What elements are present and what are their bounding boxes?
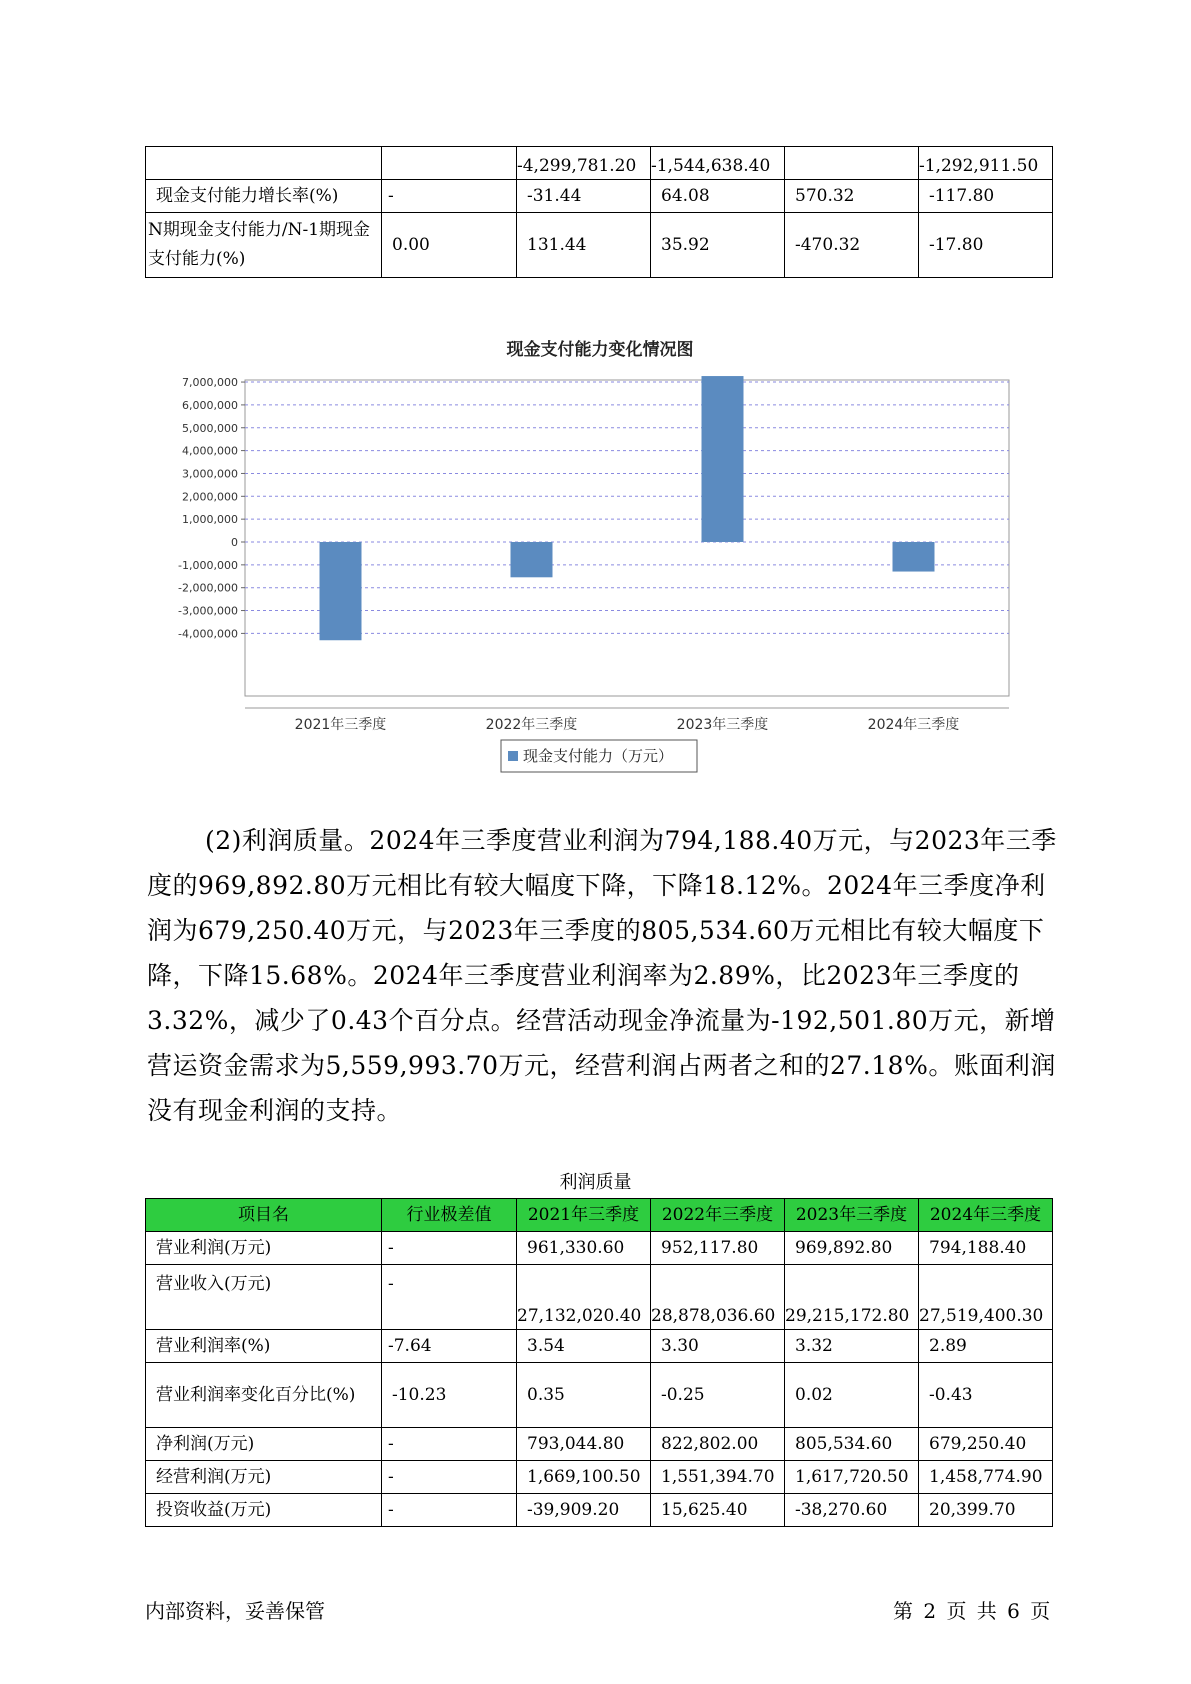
- bar: [702, 376, 744, 542]
- table-cell: [146, 147, 382, 180]
- table-cell: 2.89: [919, 1330, 1053, 1363]
- table-header-row: [146, 1199, 1053, 1232]
- table-cell: 27,132,020.40: [517, 1265, 651, 1330]
- table-cell: 3.30: [651, 1330, 785, 1363]
- header-cell: 2024年三季度: [919, 1199, 1053, 1232]
- table-cell: 131.44: [517, 213, 651, 278]
- table-cell: 1,551,394.70: [651, 1461, 785, 1494]
- table-cell: 营业利润(万元): [146, 1232, 382, 1265]
- y-tick-label: 4,000,000: [182, 444, 238, 458]
- table-cell: 822,802.00: [651, 1428, 785, 1461]
- table-cell: -10.23: [382, 1363, 517, 1428]
- table-cell: 3.32: [785, 1330, 919, 1363]
- table-cell: 1,617,720.50: [785, 1461, 919, 1494]
- y-tick-label: 3,000,000: [182, 467, 238, 481]
- table-cell: 营业利润率变化百分比(%): [146, 1363, 382, 1428]
- table-cell: 805,534.60: [785, 1428, 919, 1461]
- table-cell: 35.92: [651, 213, 785, 278]
- table-cell: -0.25: [651, 1363, 785, 1428]
- table-row: [146, 1494, 1053, 1527]
- table-cell: 15,625.40: [651, 1494, 785, 1527]
- table-cell: -17.80: [919, 213, 1053, 278]
- table-cell: 净利润(万元): [146, 1428, 382, 1461]
- table-cell: 794,188.40: [919, 1232, 1053, 1265]
- x-tick-label: 2021年三季度: [294, 717, 387, 733]
- table-cell: -: [382, 180, 517, 213]
- y-tick-label: 5,000,000: [182, 421, 238, 435]
- y-tick-label: -1,000,000: [178, 558, 238, 572]
- bar-chart: [145, 330, 1052, 780]
- y-tick-label: -3,000,000: [178, 604, 238, 618]
- table-cell: 营业利润率(%): [146, 1330, 382, 1363]
- bar: [320, 542, 362, 640]
- table-cell: 1,458,774.90: [919, 1461, 1053, 1494]
- table-row: [146, 1265, 1053, 1330]
- table-cell: -1,544,638.40: [651, 147, 785, 180]
- y-tick-label: -2,000,000: [178, 581, 238, 595]
- table-cell: 经营利润(万元): [146, 1461, 382, 1494]
- table-cell: 969,892.80: [785, 1232, 919, 1265]
- table-cell: 3.54: [517, 1330, 651, 1363]
- table-cell: -39,909.20: [517, 1494, 651, 1527]
- table-cell: -: [382, 1232, 517, 1265]
- cash-payment-chart: [145, 330, 1052, 780]
- table-cell: -117.80: [919, 180, 1053, 213]
- x-tick-label: 2022年三季度: [485, 717, 578, 733]
- table-cell: 679,250.40: [919, 1428, 1053, 1461]
- table-cell: 0.35: [517, 1363, 651, 1428]
- profit-quality-table: [145, 1198, 1053, 1527]
- header-cell: 2022年三季度: [651, 1199, 785, 1232]
- table-cell: 570.32: [785, 180, 919, 213]
- table-cell: 0.02: [785, 1363, 919, 1428]
- table-cell: 现金支付能力增长率(%): [146, 180, 382, 213]
- footer-confidential-note: 内部资料，妥善保管: [145, 1599, 325, 1623]
- table-cell: 20,399.70: [919, 1494, 1053, 1527]
- cash-payment-table: [145, 146, 1053, 278]
- table-cell: -470.32: [785, 213, 919, 278]
- paragraph-text: (2)利润质量。2024年三季度营业利润为794,188.40万元，与2023年三季度的969,892.80万元相比有较大幅度下降，下降18.12%。2024年三季度净利润为679,250.40万元，与2023年三季度的805,534.60万元相比有较大幅度下降，下降15.68%。2024年三季度营业利润率为2.89%，比2023年三季度的3.32%，减少了0.43个百分点。经营活动现金净流量为-192,501.80万元，新增营运资金需求为5,559,993.70万元，经营利润占两者之和的27.18%。账面利润没有现金利润的支持。: [147, 826, 1057, 1125]
- table-row: [146, 1330, 1053, 1363]
- table-cell: 27,519,400.30: [919, 1265, 1053, 1330]
- table-cell: N期现金支付能力/N-1期现金支付能力(%): [146, 213, 382, 278]
- table-caption: 利润质量: [559, 1172, 632, 1193]
- table-row: [146, 1363, 1053, 1428]
- y-tick-label: 2,000,000: [182, 490, 238, 504]
- table-row: [146, 180, 1053, 213]
- table-row: [146, 147, 1053, 180]
- bar: [893, 542, 935, 572]
- table-cell: -0.43: [919, 1363, 1053, 1428]
- table-cell: 952,117.80: [651, 1232, 785, 1265]
- table-row: [146, 213, 1053, 278]
- table-cell: [382, 147, 517, 180]
- table-row: [146, 1428, 1053, 1461]
- table-cell: -31.44: [517, 180, 651, 213]
- table-cell: -: [382, 1265, 517, 1330]
- table-cell: 793,044.80: [517, 1428, 651, 1461]
- table-cell: 961,330.60: [517, 1232, 651, 1265]
- legend-swatch: [508, 751, 518, 761]
- header-cell: 2023年三季度: [785, 1199, 919, 1232]
- table-cell: -: [382, 1461, 517, 1494]
- table-cell: -38,270.60: [785, 1494, 919, 1527]
- y-axis-ticks: [178, 376, 245, 640]
- table-cell: 投资收益(万元): [146, 1494, 382, 1527]
- legend-label: 现金支付能力（万元）: [523, 747, 674, 765]
- x-axis-ticks: [295, 716, 960, 733]
- table-cell: -4,299,781.20: [517, 147, 651, 180]
- table-cell: [785, 147, 919, 180]
- x-tick-label: 2023年三季度: [676, 717, 769, 733]
- profit-quality-paragraph: [147, 818, 1061, 1133]
- table-cell: 29,215,172.80: [785, 1265, 919, 1330]
- table-cell: 0.00: [382, 213, 517, 278]
- table-cell: 64.08: [651, 180, 785, 213]
- x-tick-label: 2024年三季度: [867, 717, 960, 733]
- table-cell: 营业收入(万元): [146, 1265, 382, 1330]
- table-row: [146, 1461, 1053, 1494]
- footer-page-number: 第 2 页 共 6 页: [893, 1599, 1051, 1623]
- table-row: [146, 1232, 1053, 1265]
- y-tick-label: 0: [231, 536, 238, 549]
- header-cell: 项目名: [146, 1199, 382, 1232]
- table-cell: -: [382, 1428, 517, 1461]
- header-cell: 2021年三季度: [517, 1199, 651, 1232]
- bar: [511, 542, 553, 577]
- y-tick-label: -4,000,000: [178, 627, 238, 641]
- chart-title: 现金支付能力变化情况图: [506, 340, 694, 360]
- header-cell: 行业极差值: [382, 1199, 517, 1232]
- y-tick-label: 6,000,000: [182, 398, 238, 412]
- table-cell: 28,878,036.60: [651, 1265, 785, 1330]
- y-tick-label: 7,000,000: [182, 376, 238, 390]
- y-tick-label: 1,000,000: [182, 513, 238, 527]
- table-cell: -: [382, 1494, 517, 1527]
- table-cell: -7.64: [382, 1330, 517, 1363]
- table-cell: -1,292,911.50: [919, 147, 1053, 180]
- legend: [501, 740, 697, 772]
- table-cell: 1,669,100.50: [517, 1461, 651, 1494]
